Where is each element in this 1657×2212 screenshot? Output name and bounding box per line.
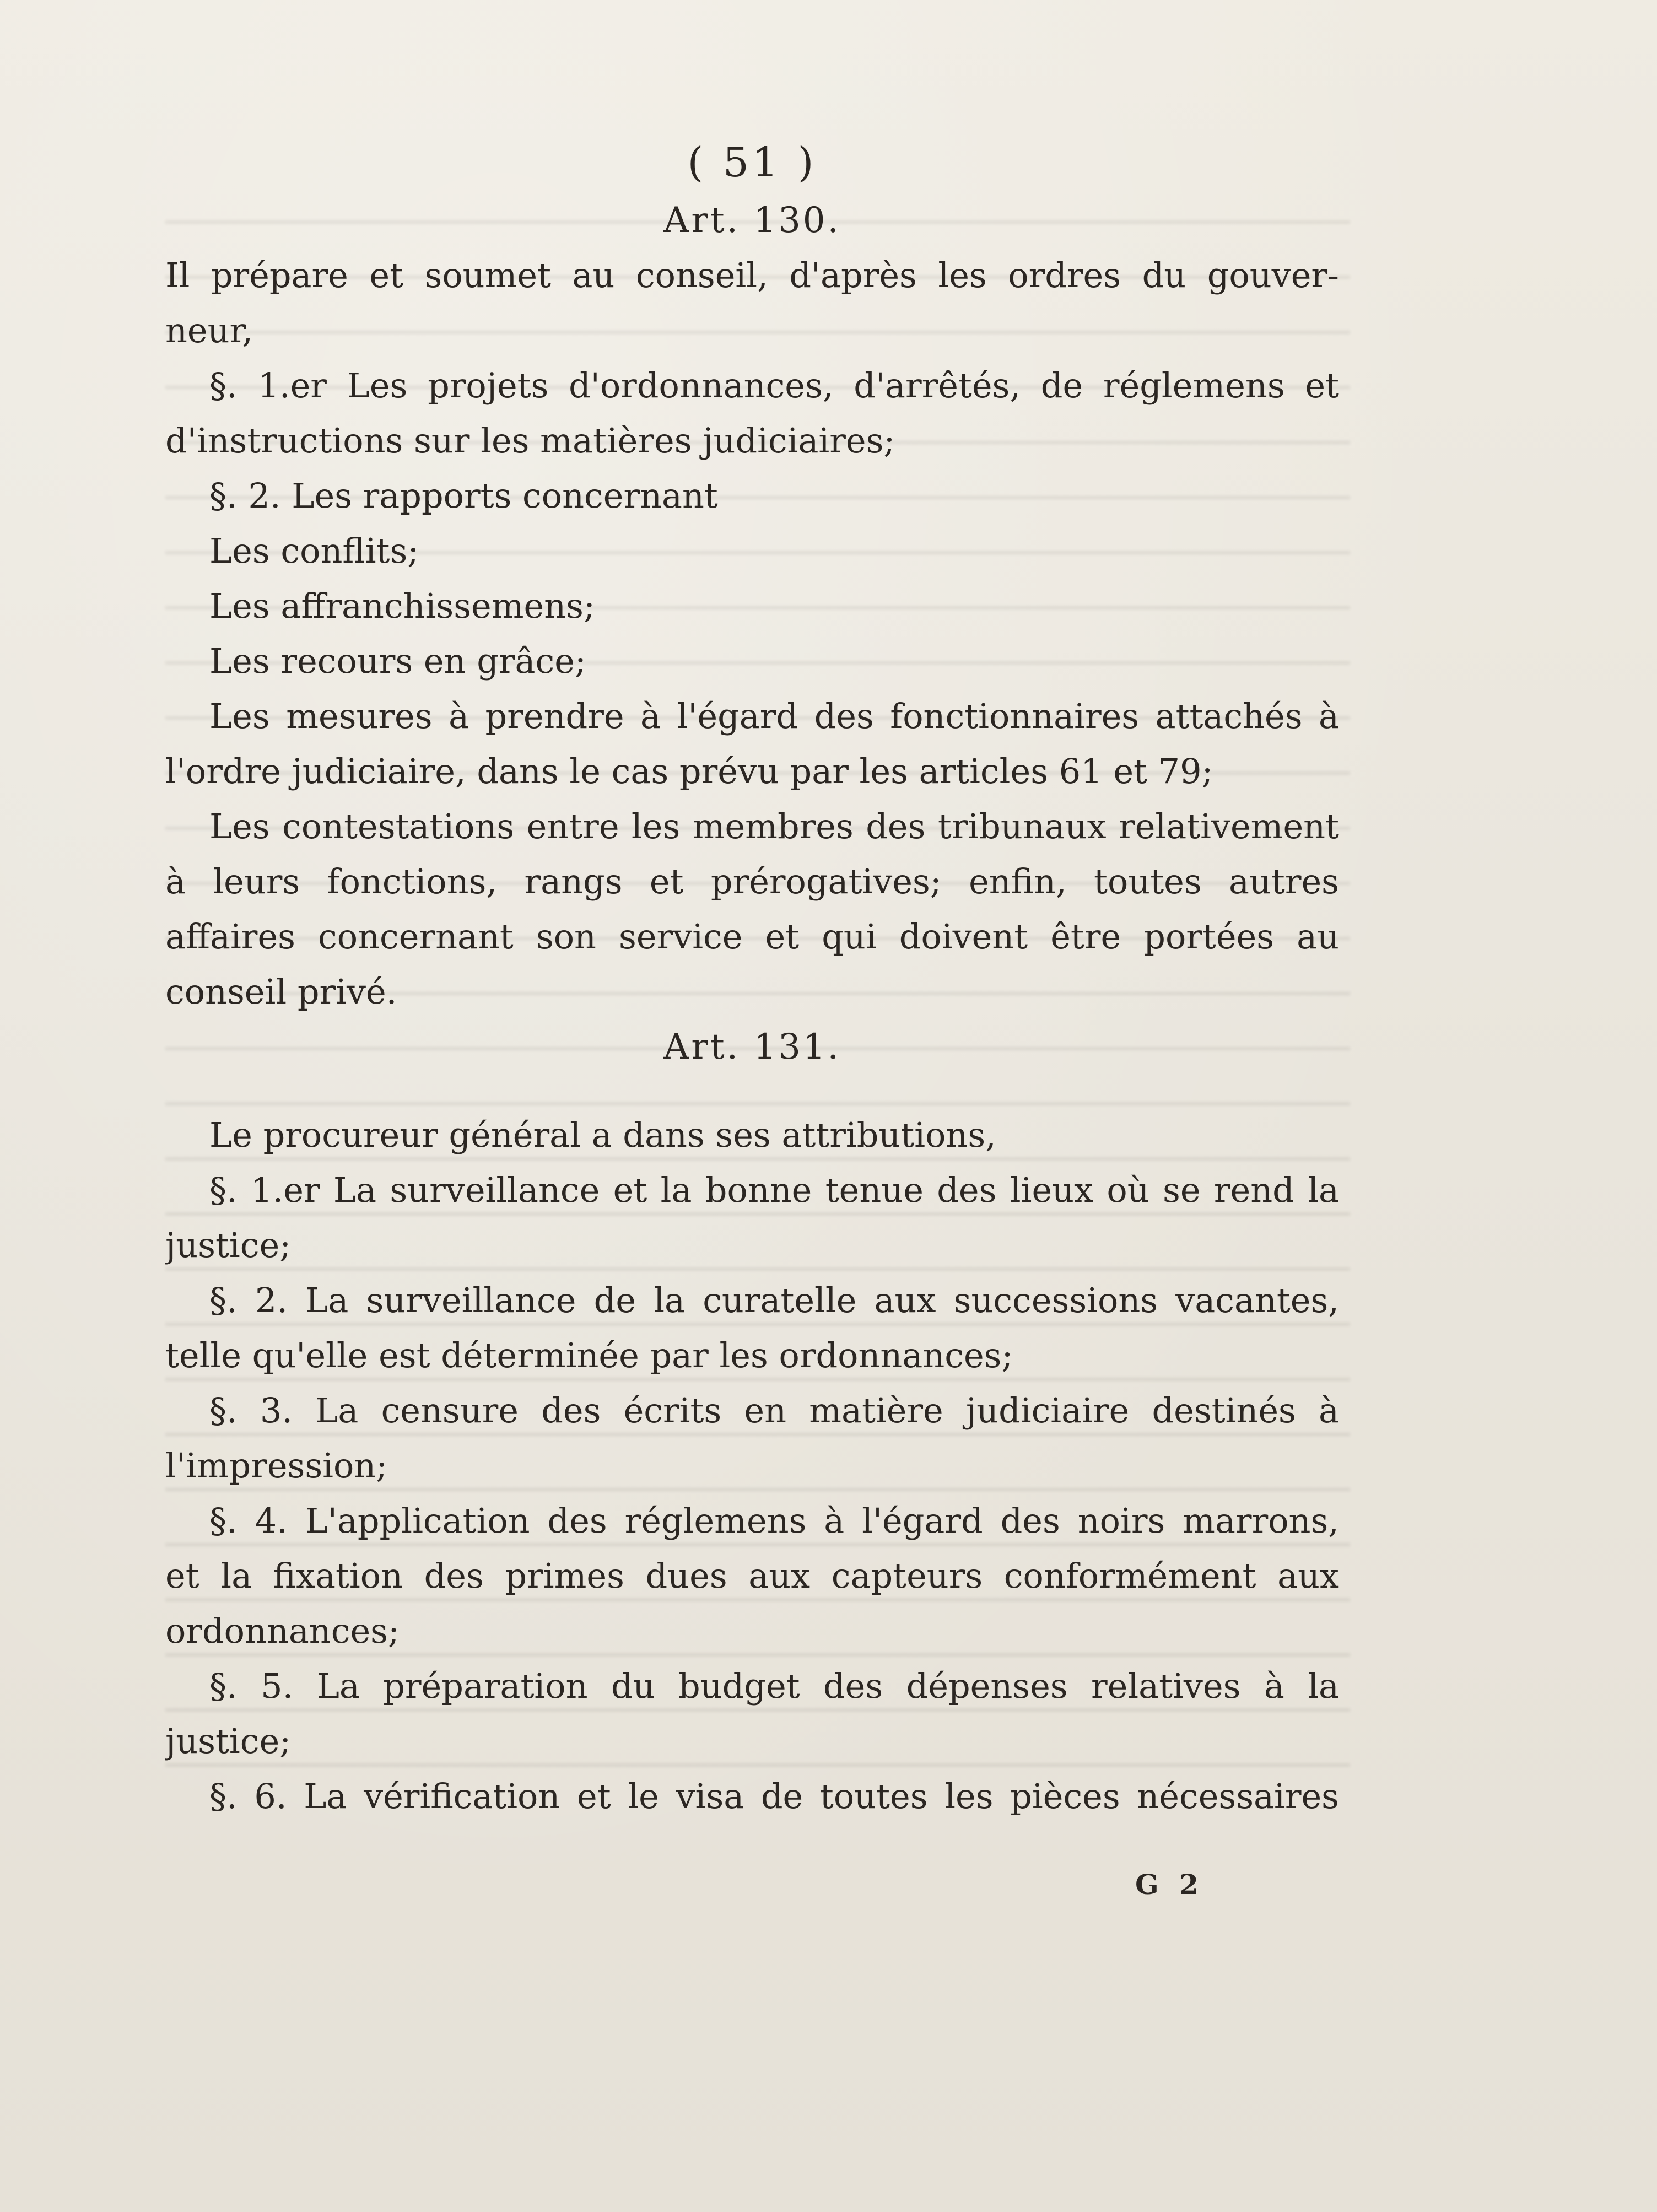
art130-line-1: Il prépare et soumet au conseil, d'après les ordres du gouver- [165,255,1339,295]
art131-line-13: §. 6. La vérification et le visa de toutes les pièces nécessaires [209,1776,1339,1816]
article-130-heading: Art. 130. [663,200,841,241]
art131-line-6: §. 3. La censure des écrits en matière judiciaire destinés à [209,1390,1339,1431]
art131-line-11: §. 5. La préparation du budget des dépenses relatives à la [209,1666,1339,1706]
art131-line-7: l'impression; [165,1445,388,1486]
art130-line-7: Les affranchissemens; [209,586,595,626]
art131-line-5: telle qu'elle est déterminée par les ordonnances; [165,1335,1013,1375]
art130-line-10: l'ordre judiciaire, dans le cas prévu par les articles 61 et 79; [165,751,1213,791]
art130-line-12: à leurs fonctions, rangs et prérogatives; enfin, toutes autres [165,861,1339,902]
art131-line-2: §. 1.er La surveillance et la bonne tenue des lieux où se rend la [209,1170,1339,1210]
text-block [165,132,1339,1824]
article-131-heading: Art. 131. [663,1027,841,1067]
signature-mark: G 2 [1135,1868,1204,1901]
art130-line-2: neur, [165,310,253,350]
art131-line-9: et la fixation des primes dues aux capteurs conformément aux [165,1556,1339,1596]
art131-line-1: Le procureur général a dans ses attributions, [209,1115,996,1155]
art131-line-10: ordonnances; [165,1611,400,1651]
art130-line-9: Les mesures à prendre à l'égard des fonctionnaires attachés à [209,696,1339,736]
art131-line-3: justice; [165,1225,292,1265]
art131-line-12: justice; [165,1721,292,1761]
art130-line-3: §. 1.er Les projets d'ordonnances, d'arrêtés, de réglemens et [209,365,1339,406]
page-number: ( 51 ) [687,139,817,186]
art130-line-5: §. 2. Les rapports concernant [209,476,718,516]
heading-spacer [165,1075,1339,1108]
art130-line-14: conseil privé. [165,972,397,1012]
art130-line-6: Les conflits; [209,531,419,571]
art131-line-4: §. 2. La surveillance de la curatelle aux successions vacantes, [209,1280,1339,1320]
art130-line-4: d'instructions sur les matières judiciaires; [165,420,895,461]
art130-line-8: Les recours en grâce; [209,641,586,681]
art130-line-11: Les contestations entre les membres des tribunaux relativement [209,806,1339,846]
art130-line-13: affaires concernant son service et qui doivent être portées au [165,916,1339,957]
art131-line-8: §. 4. L'application des réglemens à l'égard des noirs marrons, [209,1501,1339,1541]
